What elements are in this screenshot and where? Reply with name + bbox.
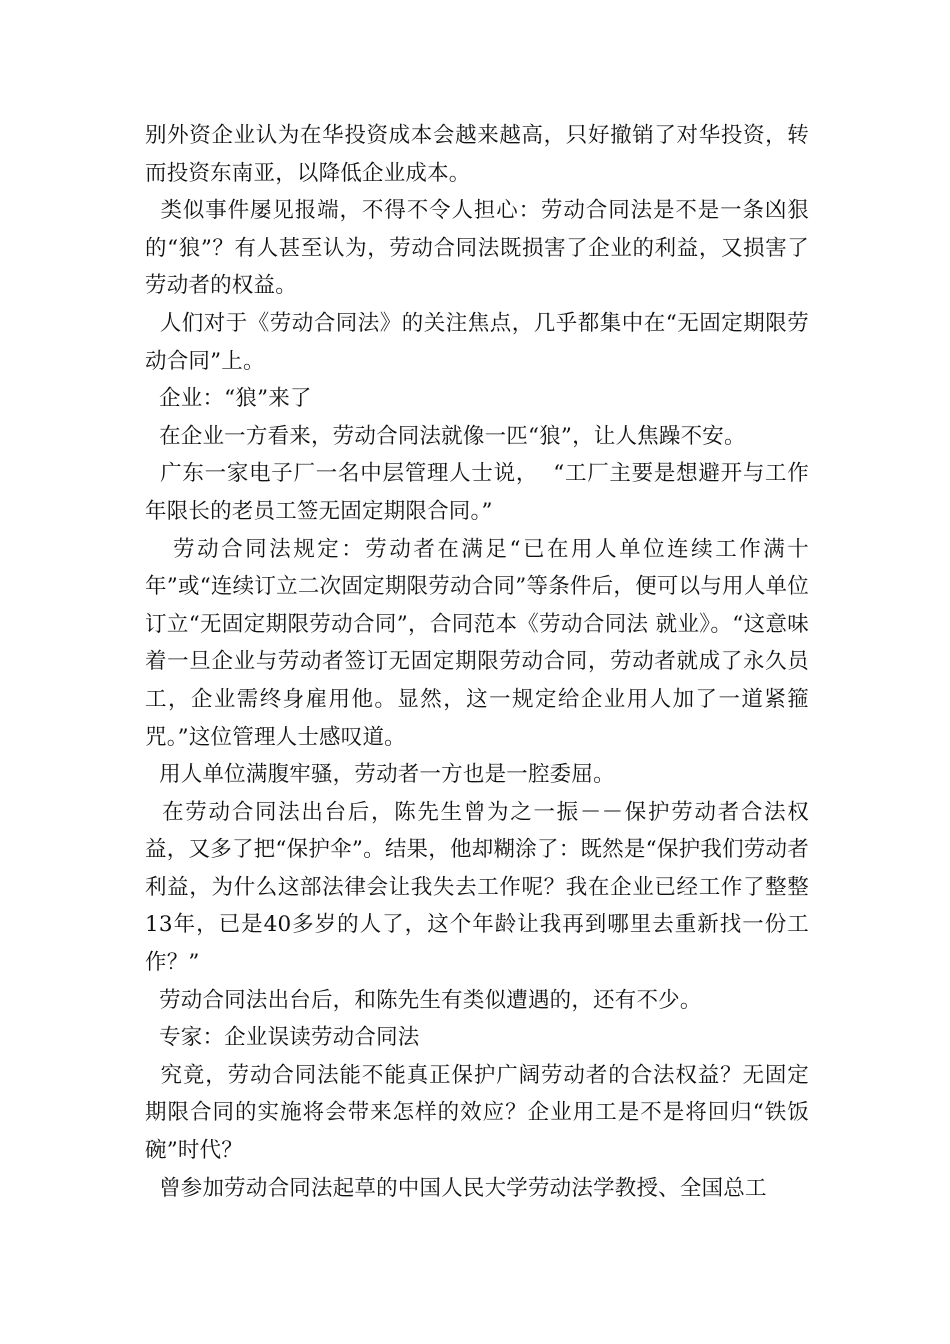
section-heading-expert: 专家：企业误读劳动合同法 bbox=[145, 1025, 420, 1051]
document-body bbox=[145, 117, 809, 1207]
paragraph-5: 在企业一方看来，劳动合同法就像一匹“狼”，让人焦躁不安。 bbox=[145, 423, 746, 449]
section-heading-enterprise: 企业：“狼”来了 bbox=[145, 386, 312, 412]
paragraph-10: 劳动合同法出台后，和陈先生有类似遭遇的，还有不少。 bbox=[145, 987, 702, 1013]
paragraph-12: 究竟，劳动合同法能不能真正保护广阔劳动者的合法权益？无固定期限合同的实施将会带来怎样的效应？企业用工是不是将回归“铁饭碗”时代？ bbox=[145, 1062, 809, 1164]
paragraph-8: 用人单位满腹牢骚，劳动者一方也是一腔委屈。 bbox=[145, 762, 615, 788]
paragraph-6: 广东一家电子厂一名中层管理人士说， “工厂主要是想避开与工作年限长的老员工签无固定期限合同。” bbox=[145, 461, 809, 524]
paragraph-3: 人们对于《劳动合同法》的关注焦点，几乎都集中在“无固定期限劳动合同”上。 bbox=[145, 310, 809, 374]
paragraph-13: 曾参加劳动合同法起草的中国人民大学劳动法学教授、全国总工 bbox=[145, 1175, 767, 1201]
paragraph-9: 在劳动合同法出台后，陈先生曾为之一振－－保护劳动者合法权益，又多了把“保护伞”。结果，他却糊涂了：既然是“保护我们劳动者利益，为什么这部法律会让我失去工作呢？我在企业已经工作了整整13年，已是40多岁的人了，这个年龄让我再到哪里去重新找一份工作？” bbox=[145, 799, 809, 976]
paragraph-7: 劳动合同法规定：劳动者在满足“已在用人单位连续工作满十年”或“连续订立二次固定期限劳动合同”等条件后，便可以与用人单位订立“无固定期限劳动合同”，合同范本《劳动合同法 就业》。“这意味着一旦企业与劳动者签订无固定期限劳动合同，劳动者就成了永久员工，企业需终身雇用他。显然，这一规定给企业用人加了一道紧箍咒。”这位管理人士感叹道。 bbox=[145, 536, 809, 750]
paragraph-1: 别外资企业认为在华投资成本会越来越高，只好撤销了对华投资，转而投资东南亚，以降低企业成本。 bbox=[145, 123, 809, 186]
paragraph-2: 类似事件屡见报端，不得不令人担心：劳动合同法是不是一条凶狠的“狼”？有人甚至认为，劳动合同法既损害了企业的利益，又损害了劳动者的权益。 bbox=[145, 198, 809, 299]
